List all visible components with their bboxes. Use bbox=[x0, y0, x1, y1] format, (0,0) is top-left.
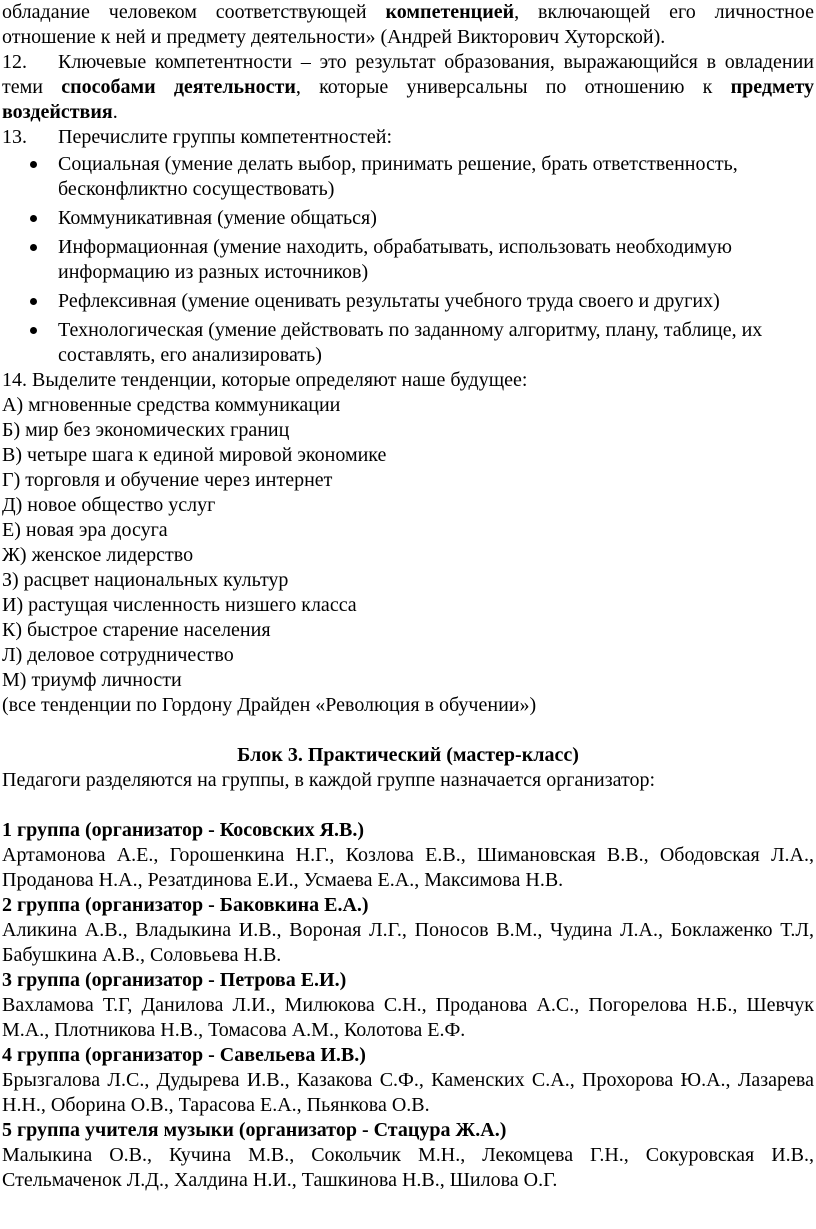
trend-option: Ж) женское лидерство bbox=[2, 544, 194, 566]
item-12-bold-1: способами деятельности bbox=[61, 76, 296, 98]
group-5 bbox=[2, 1118, 814, 1193]
group-3 bbox=[2, 968, 814, 1043]
trend-option: К) быстрое старение населения bbox=[2, 619, 271, 641]
group-members: Вахламова Т.Г, Данилова Л.И., Милюкова С.Н., Проданова А.С., Погорелова Н.Б., Шевчук М.А., Плотникова Н.В., Томасова А.М., Колотова Е.Ф. bbox=[2, 994, 814, 1041]
bullet-icon bbox=[30, 327, 37, 334]
bullet-icon bbox=[30, 244, 37, 251]
trend-source-note: (все тенденции по Гордону Драйден «Революция в обучении») bbox=[2, 694, 537, 716]
list-item bbox=[2, 289, 814, 314]
item-13-number: 13. bbox=[2, 126, 27, 148]
intro-text: обладание человеком соответствующей bbox=[2, 1, 386, 23]
intro-line-2: отношение к ней и предмету деятельности» (Андрей Викторович Хуторской). bbox=[2, 26, 666, 48]
item-12-number: 12. bbox=[2, 51, 27, 73]
intro-text-end: , включающей его личностное bbox=[514, 1, 814, 23]
group-title-text: 3 группа (организатор - Петрова Е.И.) bbox=[2, 969, 347, 991]
block-3 bbox=[2, 743, 814, 793]
intro-paragraph bbox=[2, 0, 814, 50]
trend-option: И) растущая численность низшего класса bbox=[2, 594, 357, 616]
item-12-bold-2: предмету воздействия bbox=[2, 76, 814, 123]
item-14 bbox=[2, 368, 814, 718]
group-1 bbox=[2, 818, 814, 893]
bullet-icon bbox=[30, 298, 37, 305]
group-members: Малыкина О.В., Кучина М.В., Сокольчик М.Н., Лекомцева Г.Н., Сокуровская И.В., Стельмаченок Л.Д., Халдина Н.И., Ташкинова Н.В., Шилова О.Г. bbox=[2, 1144, 814, 1191]
block-3-intro: Педагоги разделяются на группы, в каждой группе назначается организатор: bbox=[2, 769, 656, 791]
list-item bbox=[2, 318, 814, 368]
group-title-text: 4 группа (организатор - Савельева И.В.) bbox=[2, 1044, 366, 1066]
item-13-heading bbox=[2, 125, 814, 150]
item-14-title: 14. Выделите тенденции, которые определяют наше будущее: bbox=[2, 369, 528, 391]
list-item bbox=[2, 206, 814, 231]
item-12-text-end: . bbox=[112, 101, 118, 123]
block-3-heading-text: Блок 3. Практический (мастер-класс) bbox=[237, 744, 579, 766]
intro-line-1 bbox=[2, 0, 814, 25]
group-members: Брызгалова Л.С., Дудырева И.В., Казакова С.Ф., Каменских С.А., Прохорова Ю.А., Лазарева Н.Н., Оборина О.В., Тарасова Е.А., Пьянкова О.В. bbox=[2, 1069, 814, 1116]
group-title bbox=[2, 818, 814, 843]
bullet-icon bbox=[30, 161, 37, 168]
group-title-text: 2 группа (организатор - Баковкина Е.А.) bbox=[2, 894, 369, 916]
item-12-text-mid: , которые универсальны по отношению к bbox=[295, 76, 731, 98]
block-3-heading bbox=[2, 743, 814, 768]
item-12-text-pre: Ключевые компетентности – это результат образования, выражающийся в овладении теми bbox=[2, 51, 814, 98]
intro-bold-term: компетенцией bbox=[385, 1, 515, 23]
trend-option: Е) новая эра досуга bbox=[2, 519, 168, 541]
group-title bbox=[2, 1118, 814, 1143]
bullet-text: Информационная (умение находить, обрабатывать, использовать необходимую информацию из разных источников) bbox=[58, 236, 732, 283]
trend-option: Б) мир без экономических границ bbox=[2, 419, 290, 441]
group-title bbox=[2, 893, 814, 918]
spacer bbox=[2, 718, 814, 743]
item-12 bbox=[2, 50, 814, 125]
group-title bbox=[2, 1043, 814, 1068]
trend-option: Д) новое общество услуг bbox=[2, 494, 216, 516]
group-title-text: 5 группа учителя музыки (организатор - Стацура Ж.А.) bbox=[2, 1119, 507, 1141]
spacer bbox=[2, 793, 814, 818]
list-item bbox=[2, 235, 814, 285]
bullet-icon bbox=[30, 215, 37, 222]
group-title-text: 1 группа (организатор - Косовских Я.В.) bbox=[2, 819, 365, 841]
trend-option: А) мгновенные средства коммуникации bbox=[2, 394, 341, 416]
group-4 bbox=[2, 1043, 814, 1118]
trend-option: В) четыре шага к единой мировой экономике bbox=[2, 444, 387, 466]
trend-option: М) триумф личности bbox=[2, 669, 182, 691]
groups-section bbox=[2, 818, 814, 1193]
bullet-text: Коммуникативная (умение общаться) bbox=[58, 207, 377, 229]
competence-list bbox=[2, 152, 814, 368]
item-13 bbox=[2, 125, 814, 368]
item-13-title: Перечислите группы компетентностей: bbox=[58, 126, 392, 148]
trend-option: Л) деловое сотрудничество bbox=[2, 644, 234, 666]
trend-option: З) расцвет национальных культур bbox=[2, 569, 289, 591]
bullet-text: Рефлексивная (умение оценивать результаты учебного труда своего и других) bbox=[58, 290, 720, 312]
bullet-text: Технологическая (умение действовать по заданному алгоритму, плану, таблице, их составлять, его анализировать) bbox=[58, 319, 763, 366]
group-2 bbox=[2, 893, 814, 968]
bullet-text: Социальная (умение делать выбор, принимать решение, брать ответственность, бесконфликтно сосуществовать) bbox=[58, 153, 738, 200]
group-title bbox=[2, 968, 814, 993]
group-members: Артамонова А.Е., Горошенкина Н.Г., Козлова Е.В., Шимановская В.В., Ободовская Л.А., Проданова Н.А., Резатдинова Е.И., Усмаева Е.А., Максимова Н.В. bbox=[2, 844, 814, 891]
trend-option: Г) торговля и обучение через интернет bbox=[2, 469, 333, 491]
list-item bbox=[2, 152, 814, 202]
group-members: Аликина А.В., Владыкина И.В., Вороная Л.Г., Поносов В.М., Чудина Л.А., Боклаженко Т.Л, Бабушкина А.В., Соловьева Н.В. bbox=[2, 919, 814, 966]
